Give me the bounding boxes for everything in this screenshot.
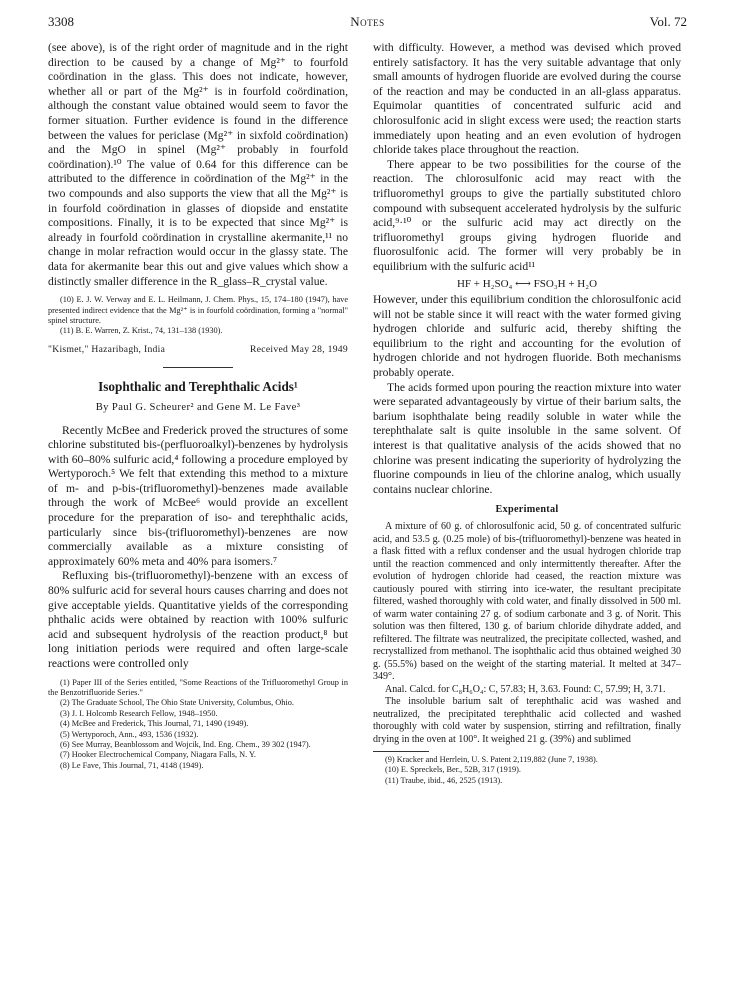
experimental-heading: Experimental bbox=[495, 504, 559, 516]
footnote: (6) See Murray, Beanblossom and Wojcik, Ind. Eng. Chem., 39 302 (1947). bbox=[60, 740, 311, 750]
previous-footnotes bbox=[48, 295, 348, 337]
body-paragraph: Refluxing bis-(trifluoromethyl)-benzene with an excess of 80% sulfuric acid for several hours causes charring and does not give acceptable yields. Quantitative yields of the corresponding phthalic acids were obtained by reaction with 100% sulfuric acid and subsequent hydrolysis of the reaction product,⁸ but long initiation periods were required and often large-scale reactions were controlled only bbox=[48, 569, 348, 670]
received-date: Received May 28, 1949 bbox=[250, 343, 348, 355]
volume-label: Vol. 72 bbox=[649, 14, 687, 29]
body-paragraph: There appear to be two possibilities for the course of the reaction. The chlorosulfonic acid may react with the trifluoromethyl groups to give the partially substituted chloro compound with subsequent accelerated hydrolysis by the sulfuric acid,⁹·¹⁰ or the sulfuric acid may act directly on the trifluoromethyl groups giving hydrogen fluoride and fluorosulfonic acid. The former will very probably be in equilibrium with the sulfuric acid¹¹ bbox=[373, 157, 681, 273]
footnote: (5) Wertyporoch, Ann., 493, 1536 (1932). bbox=[60, 729, 199, 739]
continuation-paragraph: (see above), is of the right order of magnitude and in the right direction to be caused by a change of Mg²⁺ to fourfold coördination in the glass. This does not indicate, however, whether all or part of the Mg²⁺ is in fourfold coördination, although the constant value obtained would seem to favor the former situation. Further evidence is found in the difference between the values for periclase (Mg²⁺ in sixfold coördination) and the MgO in spinel (Mg²⁺ probably in fourfold coördination).¹⁰ The value of 0.64 for this difference can be attributed to the difference in coördination of the Mg²⁺ in the two compounds and also supports the view that all the Mg²⁺ is in fourfold coördination in glasses of diopside and enstatite compositions. Finally, it is to be expected that since Mg²⁺ is already in fourfold coördination in crystalline akermanite,¹¹ no change in molar refraction would occur in the glassy state. The data for akermanite bear this out and give values which show a distinctly smaller difference in the R_glass–R_crystal value. bbox=[48, 41, 348, 288]
received-line bbox=[48, 343, 348, 358]
article-byline: By Paul G. Scheurer² and Gene M. Le Fave³ bbox=[95, 401, 301, 413]
right-column bbox=[373, 41, 681, 786]
equilibrium-equation: HF + H₂SO₄ ⟷ FSO₃H + H₂O bbox=[456, 277, 598, 290]
footnotes bbox=[373, 755, 681, 786]
footnote: (1) Paper III of the Series entitled, "Some Reactions of the Trifluoromethyl Group in the Benzotrifluoride Series." bbox=[48, 677, 348, 697]
section-divider bbox=[163, 367, 233, 368]
footnote: (9) Kracker and Herrlein, U. S. Patent 2,119,882 (June 7, 1938). bbox=[385, 755, 598, 764]
footnote: (11) Traube, ibid., 46, 2525 (1913). bbox=[385, 775, 503, 785]
experimental-paragraph: The insoluble barium salt of terephthalic acid was washed and neutralized, the precipitated terephthalic acid collected and washed thoroughly with cold water by suspension, stirring and refiltration, finally drying in the oven at 100°. It weighed 21 g. (39%) and sublimed bbox=[373, 696, 681, 745]
body-paragraph: The acids formed upon pouring the reaction mixture into water were separated advantageously by virtue of their barium salts, the barium isophthalate being readily soluble in water while the terephthalate salt is quite insoluble in the same solvent. Of interest is that qualitative analysis of the acids showed that no chlorine was present indicating the superiority of hydrolyzing the fluorine compounds in lieu of the chlorine analog, which usually contains nuclear chlorine. bbox=[373, 380, 681, 496]
footnote: (7) Hooker Electrochemical Company, Niagara Falls, N. Y. bbox=[60, 750, 256, 760]
experimental-section bbox=[373, 521, 681, 746]
footnote: (10) E. J. W. Verway and E. L. Heilmann, J. Chem. Phys., 15, 174–180 (1947), have presented indirect evidence that the Mg²⁺ is in fourfold coördination, forming a "normal" spinel structure. bbox=[48, 295, 348, 325]
body-paragraph: with difficulty. However, a method was devised which proved entirely satisfactory. It has the very suitable advantage that only small amounts of hydrogen fluoride are evolved during the course of the reaction and may be conducted in an all-glass apparatus. Equimolar quantities of concentrated sulfuric acid and chlorosulfonic acid in slight excess were used; the reaction starts immediately upon heating and an even evolution of hydrogen chloride takes place throughout the reaction. bbox=[373, 41, 681, 157]
footnote: (2) The Graduate School, The Ohio State University, Columbus, Ohio. bbox=[60, 698, 294, 708]
footnotes bbox=[48, 678, 348, 772]
page-number: 3308 bbox=[48, 14, 74, 29]
footnote: (10) E. Spreckels, Ber., 52B, 317 (1919). bbox=[385, 765, 521, 775]
running-title: Notes bbox=[350, 14, 385, 29]
footnote: (11) B. E. Warren, Z. Krist., 74, 131–138 (1930). bbox=[60, 326, 223, 336]
footnote: (4) McBee and Frederick, This Journal, 71, 1490 (1949). bbox=[60, 719, 249, 729]
body-paragraph: However, under this equilibrium condition the chlorosulfonic acid will not be stable since it will react with the water formed giving hydrogen chloride and sulfuric acid, thereby shifting the equilibrium to the right and accounting for the evolution of hydrogen chloride and not hydrogen fluoride. Both mechanisms probably operate. bbox=[373, 293, 681, 380]
footnote-rule bbox=[373, 751, 429, 752]
article-title: Isophthalic and Terephthalic Acids¹ bbox=[98, 379, 298, 395]
footnote: (3) J. I. Holcomb Research Fellow, 1948–1950. bbox=[60, 708, 218, 718]
received-place: "Kismet," Hazaribagh, India bbox=[48, 343, 166, 355]
experimental-paragraph: A mixture of 60 g. of chlorosulfonic acid, 50 g. of concentrated sulfuric acid, and 53.5 g. (0.25 mole) of bis-(trifluoromethyl)-benzene was heated in a flask fitted with a reflux condenser and the usual hydrogen chloride trap until the reaction commenced and only intermittently thereafter. After the evolution of hydrogen chloride had ceased, the reaction mixture was cautiously poured with stirring into ice-water, the resultant precipitate filtered, washed thoroughly with cold water, and finally dissolved in 500 ml. of warm water containing 27 g. of sodium carbonate and 3 g. of Norit. This solution was then filtered, 130 g. of barium chloride dihydrate added, and refiltered. The filtrate was neutralized, the precipitate collected, washed, and recrystallized from methanol. The isophthalic acid thus obtained weighed 30 g. (55.5%) based on the weight of the starting material. It melted at 347–349°. bbox=[373, 521, 681, 682]
left-column bbox=[48, 41, 348, 771]
body-paragraph: Recently McBee and Frederick proved the structures of some chlorine substituted bis-(perfluoroalkyl)-benzenes by hydrolysis with 60–80% sulfuric acid,⁴ following a procedure employed by Wertyporoch.⁵ We felt that extending this method to a mixture of m- and p-bis-(trifluoromethyl)-benzenes made available through the work of McBee⁶ would provide an excellent procedure for the preparation of iso- and terephthalic acids, particularly since bis-(trifluoromethyl)-benzenes are now commercially available as a mixture consisting of approximately 60% meta and 40% para isomers.⁷ bbox=[48, 423, 348, 568]
analysis-line: Anal. Calcd. for C₈H₆O₄: C, 57.83; H, 3.63. Found: C, 57.99; H, 3.71. bbox=[385, 683, 666, 695]
page-header bbox=[48, 14, 687, 32]
footnote: (8) Le Fave, This Journal, 71, 4148 (1949). bbox=[60, 760, 204, 770]
